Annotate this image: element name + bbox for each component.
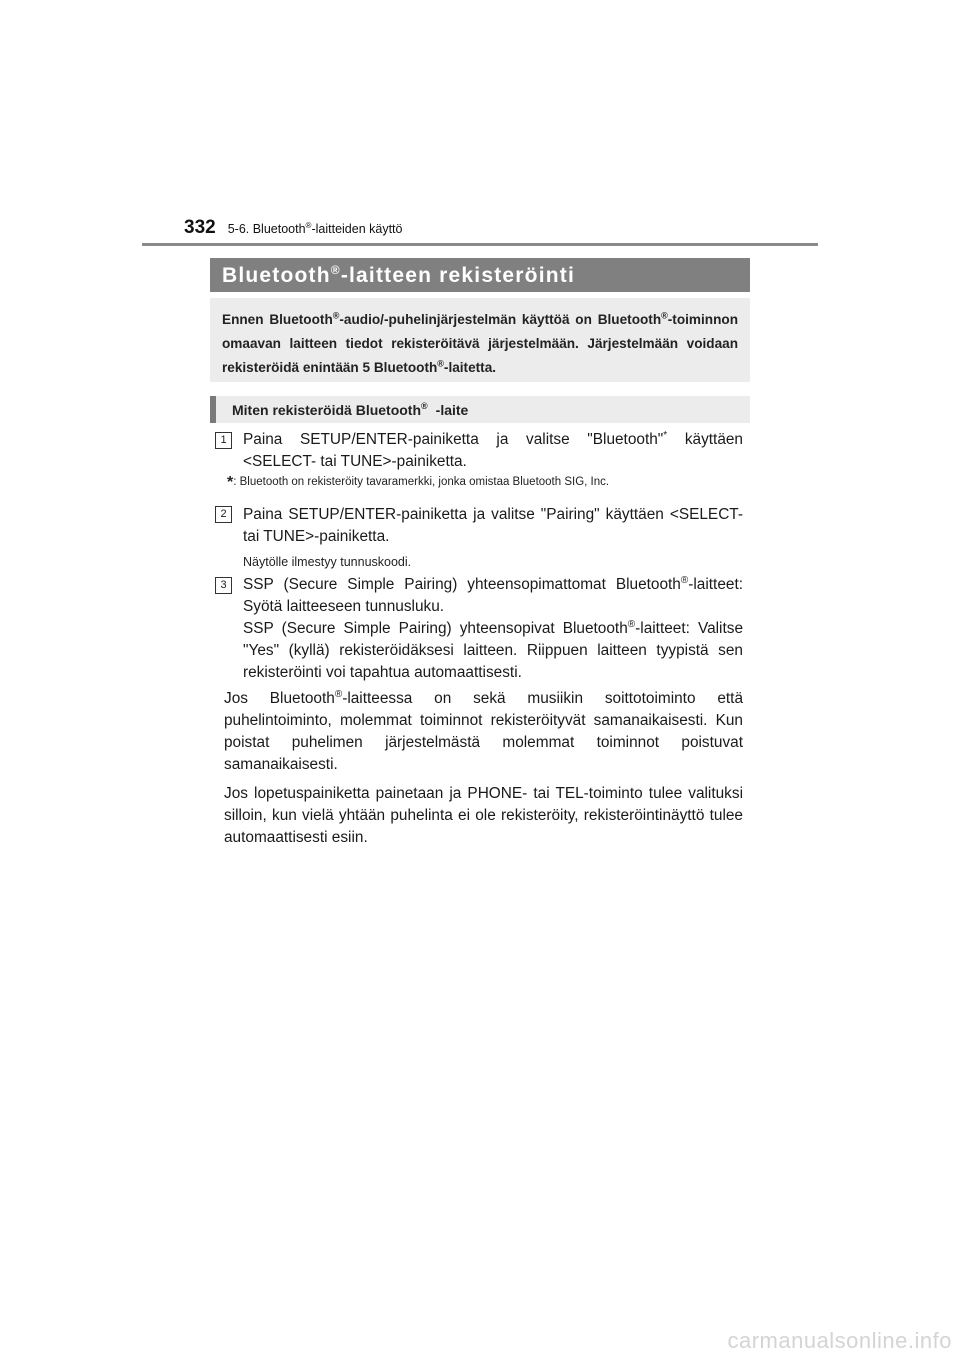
intro-text: Ennen Bluetooth®-audio/-puhelinjärjestelmän käyttöä on Bluetooth®-toiminnon omaavan laitteen tiedot rekisteröitävä järjestelmään. Järjestelmään voidaan rekisteröidä enintään 5 Bluetooth®-laitetta.	[222, 310, 738, 375]
header-rule	[142, 243, 818, 246]
paragraph-2: Jos lopetuspainiketta painetaan ja PHONE- tai TEL-toiminto tulee valituksi silloin, kun vielä yhtään puhelinta ei ole rekisteröity, rekisteröintinäyttö tulee automaattisesti esiin.	[224, 785, 743, 846]
step-3-text	[243, 574, 743, 684]
title-bar	[210, 258, 750, 292]
subheading-text: Miten rekisteröidä Bluetooth® -laite	[232, 401, 469, 418]
step-number-2: 2	[215, 506, 232, 523]
page-number: 332	[184, 217, 216, 238]
step-3-part-b: SSP (Secure Simple Pairing) yhteensopivat Bluetooth®-laitteet: Valitse "Yes" (kyllä) rekisteröidäksesi laitteen. Riippuen laitteen tyypistä sen rekisteröinti voi tapahtua automaattisesti.	[243, 618, 744, 681]
section-label: 5-6. Bluetooth®-laitteiden käyttö	[227, 220, 403, 236]
step-2-note: Näytölle ilmestyy tunnuskoodi.	[243, 555, 412, 569]
intro-box	[210, 298, 750, 382]
step-1-text: Paina SETUP/ENTER-painiketta ja valitse "Bluetooth"* käyttäen <SELECT- tai TUNE>-painiketta.	[243, 429, 743, 470]
footnote: *: Bluetooth on rekisteröity tavaramerkki, jonka omistaa Bluetooth SIG, Inc.	[227, 474, 610, 491]
page-title: Bluetooth®-laitteen rekisteröinti	[222, 262, 575, 287]
page-header	[184, 217, 402, 239]
watermark: carmanualsonline.info	[727, 1328, 952, 1353]
step-number-1: 1	[215, 432, 232, 449]
step-3-part-a: SSP (Secure Simple Pairing) yhteensopimattomat Bluetooth®-laitteet: Syötä laitteeseen tunnusluku.	[243, 574, 743, 615]
step-number-3: 3	[215, 577, 232, 594]
subheading-accent-bar	[210, 396, 216, 423]
step-2-text: Paina SETUP/ENTER-painiketta ja valitse "Pairing" käyttäen <SELECT- tai TUNE>-painiketta.	[243, 506, 743, 545]
subheading	[210, 396, 750, 423]
paragraph-1: Jos Bluetooth®-laitteessa on sekä musiikin soittotoiminto että puhelintoiminto, molemmat toiminnot rekisteröityvät samanaikaisesti. Kun poistat puhelimen järjestelmästä molemmat toiminnot poistuvat samanaikaisesti.	[224, 688, 743, 773]
